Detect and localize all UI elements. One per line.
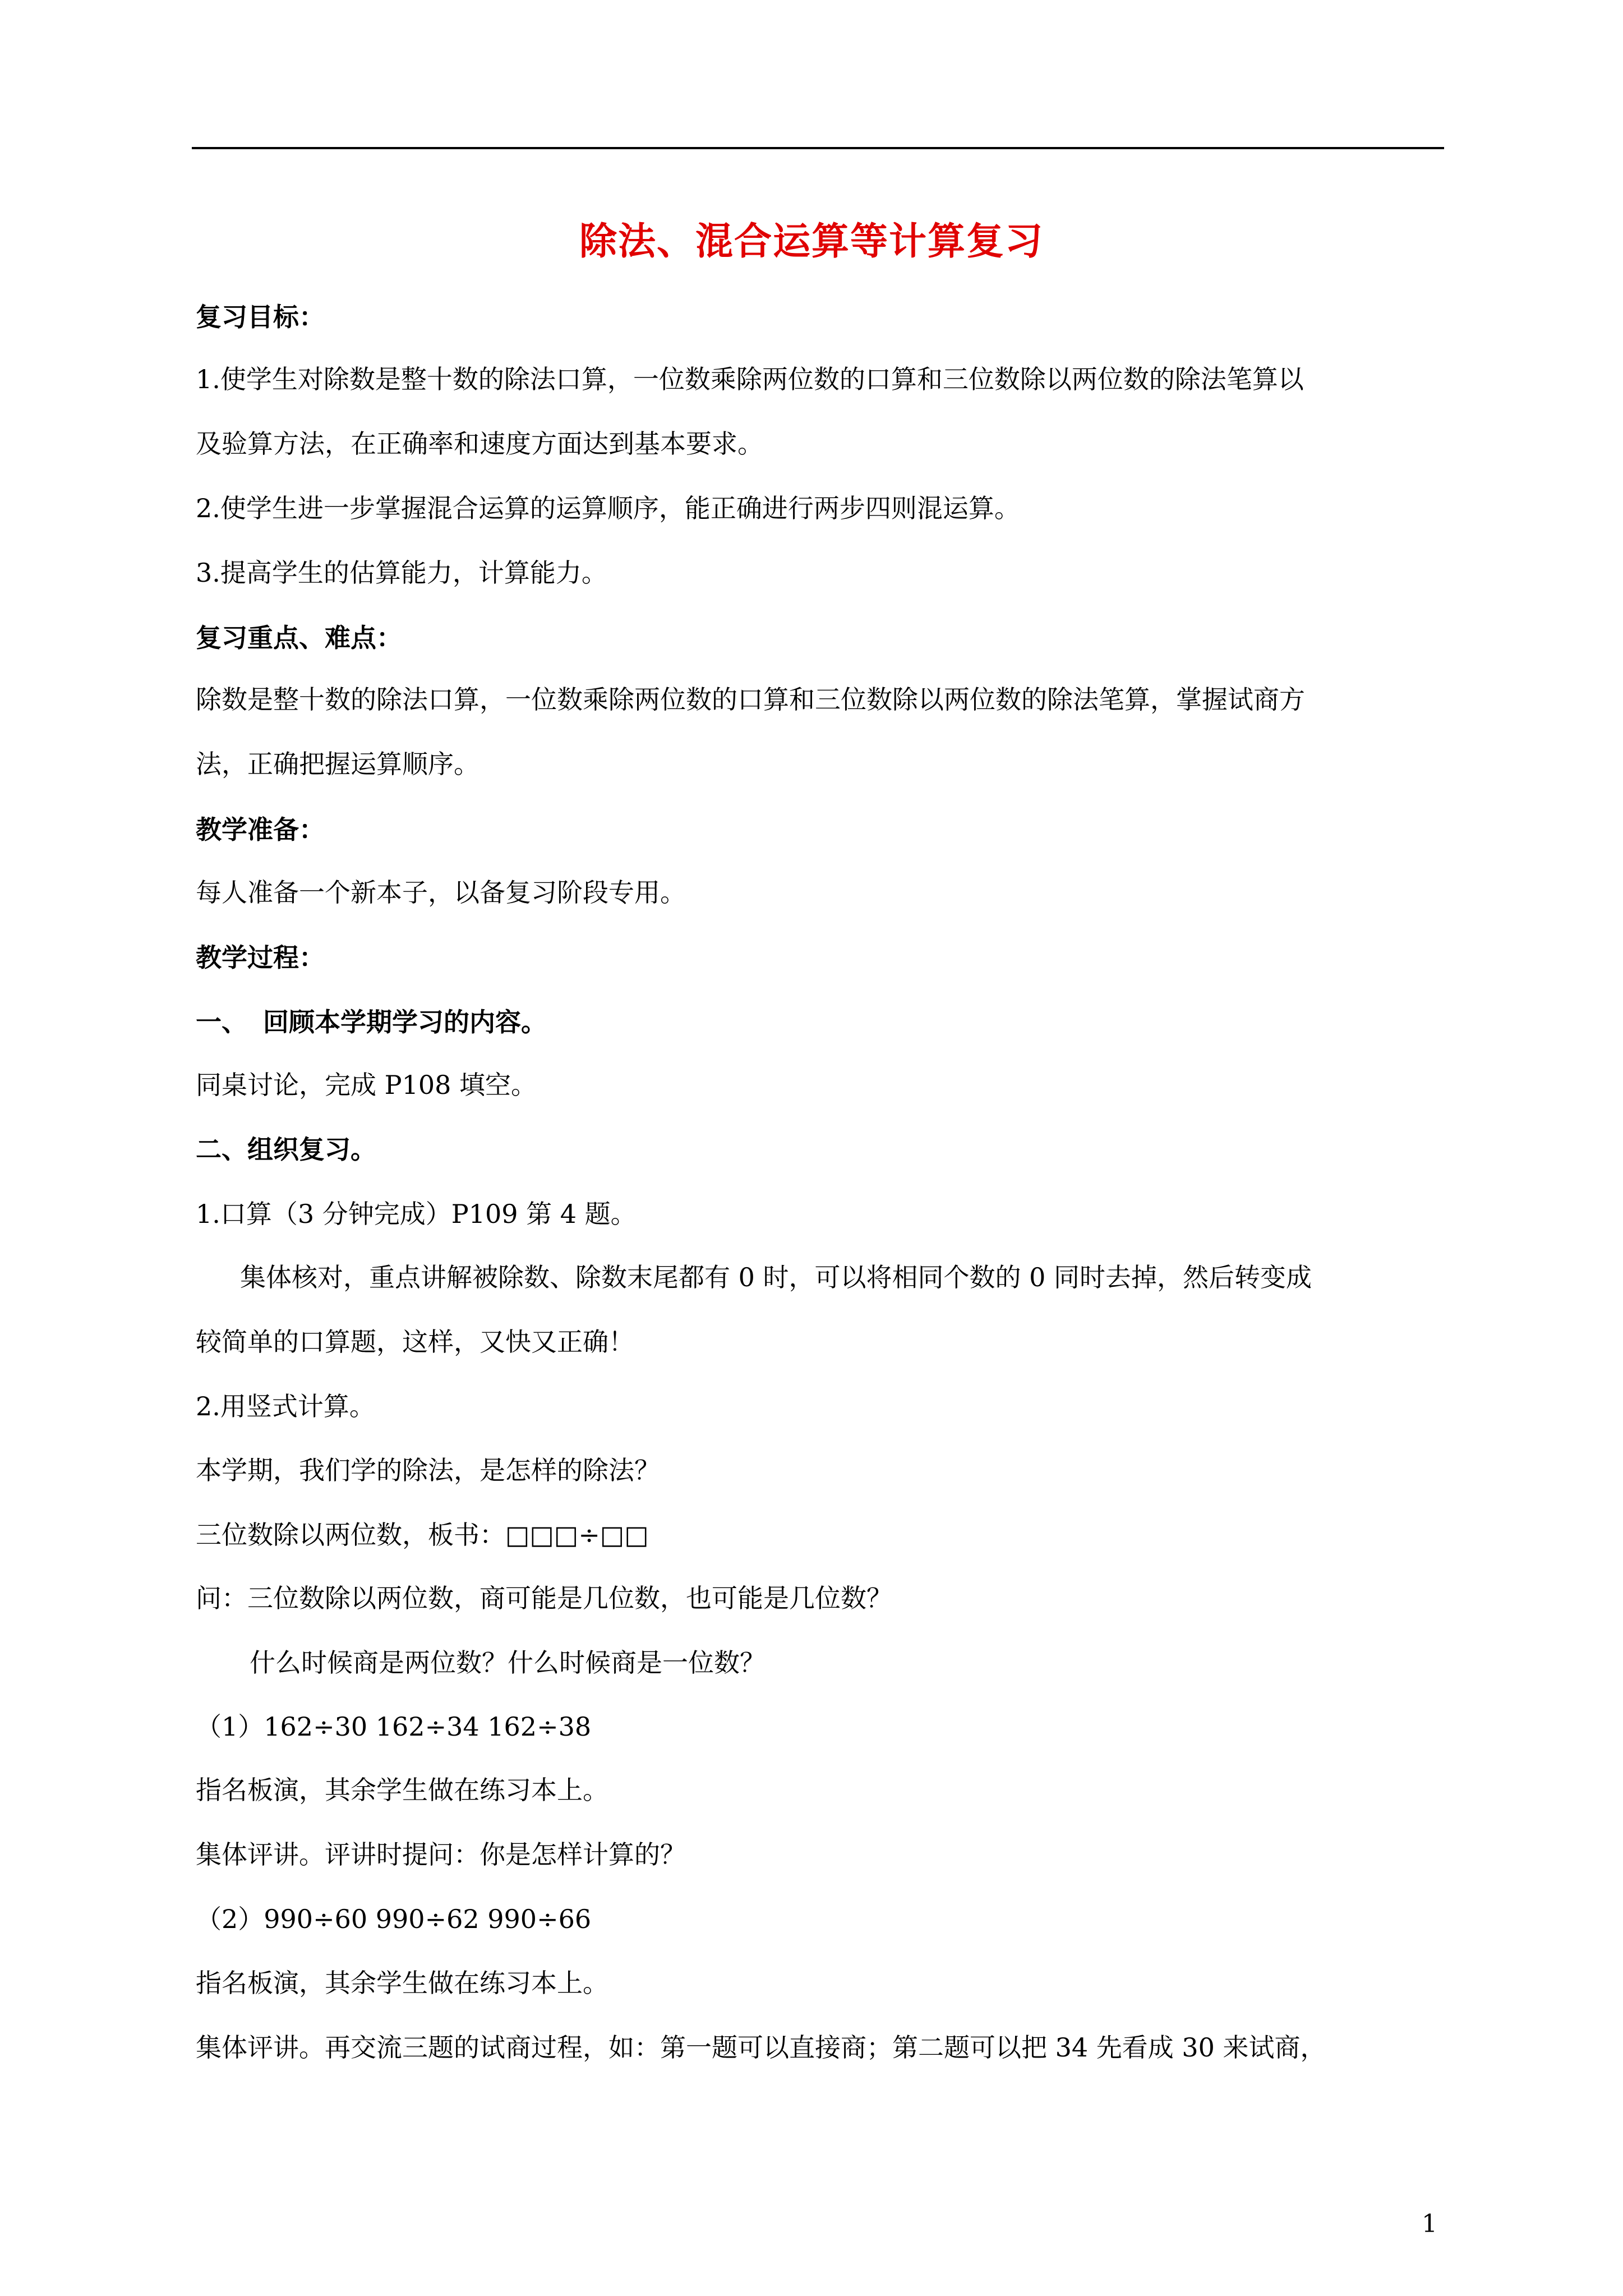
key-points-heading: 复习重点、难点： <box>196 623 402 653</box>
goal-3: 3.提高学生的估算能力，计算能力。 <box>196 558 607 588</box>
goal-2: 2.使学生进一步掌握混合运算的运算顺序，能正确进行两步四则混运算。 <box>196 493 1020 523</box>
answer-board: 三位数除以两位数，板书：□□□÷□□ <box>196 1520 649 1550</box>
part-one-heading <box>196 1005 1452 1039</box>
item-1: 1.口算（3 分钟完成）P109 第 4 题。 <box>196 1199 637 1229</box>
question-2: 问：三位数除以两位数，商可能是几位数，也可能是几位数？ <box>196 1583 892 1613</box>
part-two-title: 二、组织复习。 <box>196 1134 376 1165</box>
preparation-heading: 教学准备： <box>196 815 325 845</box>
document-title: 除法、混合运算等计算复习 <box>579 219 1044 263</box>
header-rule <box>192 147 1444 149</box>
review-2: 集体评讲。再交流三题的试商过程，如：第一题可以直接商；第二题可以把 34 先看成 30 来试商， <box>196 2032 1326 2063</box>
page-number: 1 <box>1422 2210 1437 2238</box>
question-1: 本学期，我们学的除法，是怎样的除法？ <box>196 1455 660 1485</box>
preparation-text: 每人准备一个新本子，以备复习阶段专用。 <box>196 877 686 908</box>
item-1-note-line-2: 较简单的口算题，这样，又快又正确！ <box>196 1327 634 1357</box>
part-one-text: 同桌讨论，完成 P108 填空。 <box>196 1070 537 1100</box>
part-one-number: 一、 <box>196 1007 247 1037</box>
exercise-2: （2）990÷60 990÷62 990÷66 <box>196 1904 592 1934</box>
board-2: 指名板演，其余学生做在练习本上。 <box>196 1968 608 1998</box>
question-3: 什么时候商是两位数？什么时候商是一位数？ <box>250 1648 766 1678</box>
board-1: 指名板演，其余学生做在练习本上。 <box>196 1775 608 1805</box>
part-one-title: 回顾本学期学习的内容。 <box>263 1007 547 1037</box>
review-1: 集体评讲。评讲时提问：你是怎样计算的？ <box>196 1839 686 1870</box>
process-heading: 教学过程： <box>196 942 325 973</box>
exercise-1: （1）162÷30 162÷34 162÷38 <box>196 1711 592 1742</box>
goal-1-line-1: 1.使学生对除数是整十数的除法口算，一位数乘除两位数的口算和三位数除以两位数的除法笔算以 <box>196 364 1304 394</box>
goals-heading: 复习目标： <box>196 302 325 332</box>
key-points-line-2: 法，正确把握运算顺序。 <box>196 749 479 779</box>
item-2: 2.用竖式计算。 <box>196 1391 375 1421</box>
item-1-note-line-1: 集体核对，重点讲解被除数、除数末尾都有 0 时，可以将相同个数的 0 同时去掉，然后转变成 <box>240 1262 1312 1292</box>
goal-1-line-2: 及验算方法，在正确率和速度方面达到基本要求。 <box>196 429 763 459</box>
key-points-line-1: 除数是整十数的除法口算，一位数乘除两位数的口算和三位数除以两位数的除法笔算，掌握试商方 <box>196 684 1305 715</box>
